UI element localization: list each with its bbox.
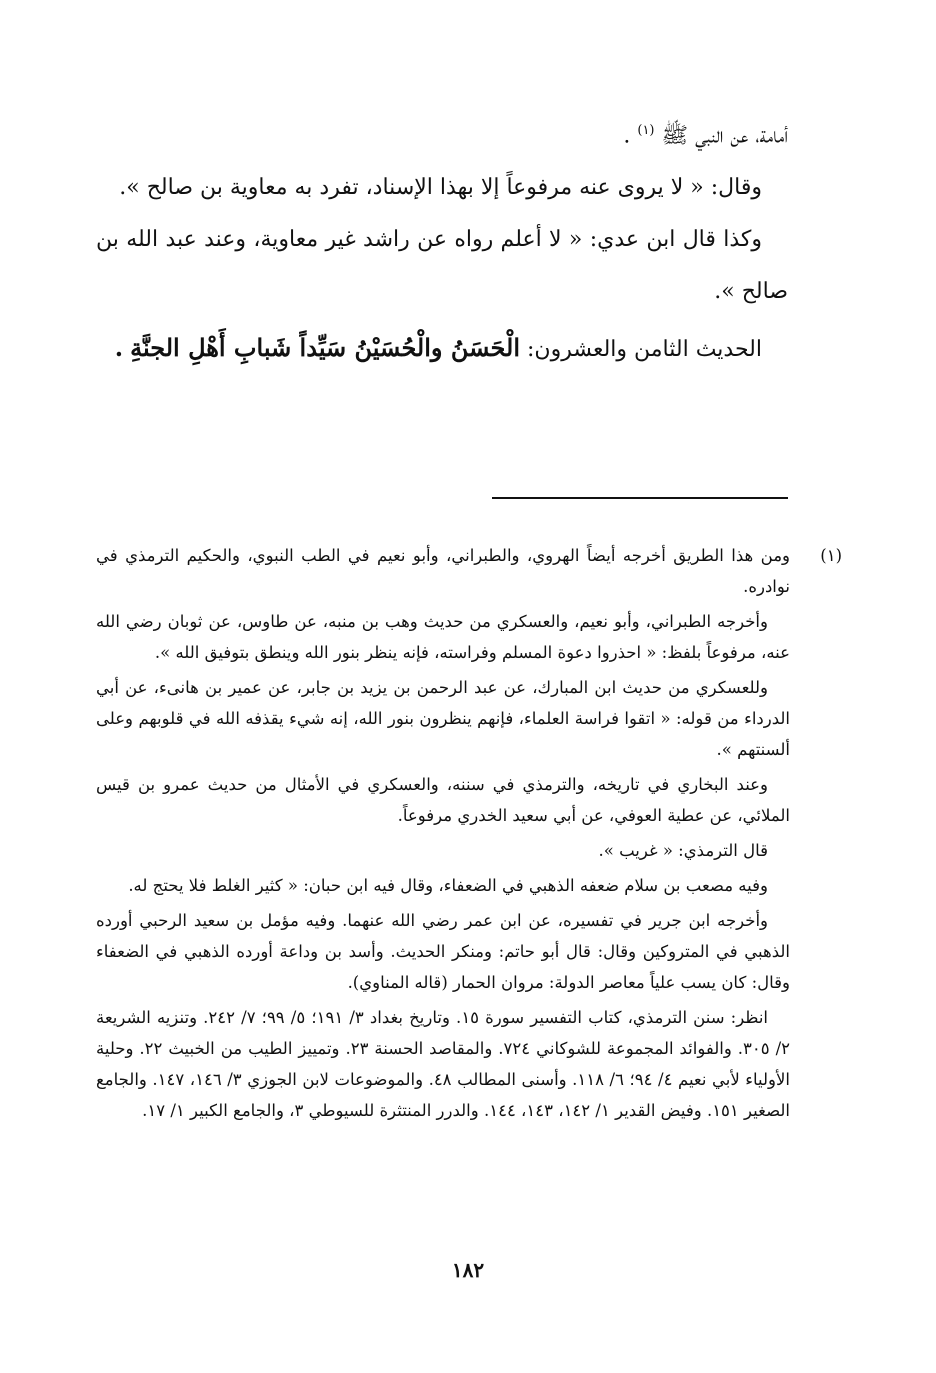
footnote-paragraph-3: وللعسكري من حديث ابن المبارك، عن عبد الرحمن بن يزيد بن جابر، عن عمير بن هانىء، عن أبي الدرداء من قوله: « اتقوا فراسة العلماء، فإنهم ينظرون بنور الله، إنه شيء يقذفه الله في قلوبهم وعلى ألسنتهم ». — [96, 678, 790, 759]
footnote-paragraph-7: وأخرجه ابن جرير في تفسيره، عن ابن عمر رضي الله عنهما. وفيه مؤمل بن سعيد الرحبي أورده الذهبي في المتروكين وقال: قال أبو حاتم: ومنكر الحديث. وأسد بن وداعة أورده الذهبي في الضعفاء وقال: كان يسب علياً معاصر الدولة: مروان الحمار (قاله المناوي). — [96, 911, 790, 992]
hadith-title: الْحَسَنُ والْحُسَيْنُ سَيِّداً شَبابِ أَهْلِ الجنَّةِ — [130, 333, 521, 363]
main-paragraph-3: وكذا قال ابن عدي: « لا أعلم رواه عن راشد غير معاوية، وعند عبد الله بن صالح ». — [96, 227, 788, 305]
footnotes-block — [96, 540, 842, 1130]
footnote-number: (١) — [820, 546, 842, 565]
footnote-paragraph-8: انظر: سنن الترمذي، كتاب التفسير سورة ١٥. وتاريخ بغداد ٣/ ١٩١؛ ٥/ ٩٩؛ ٧/ ٢٤٢. وتنزيه الشريعة ٢/ ٣٠٥. والفوائد المجموعة للشوكاني ٧٢٤. والمقاصد الحسنة ٢٣. وتمييز الطيب من الخبيث ٢٢. وحلية الأولياء لأبي نعيم ٤/ ٩٤؛ ٦/ ١١٨. وأسنى المطالب ٤٨. والموضوعات لابن الجوزي ٣/ ١٤٦، ١٤٧. والجامع الصغير ١٥١. وفيض القدير ١/ ١٤٢، ١٤٣، ١٤٤. والدرر المنتثرة للسيوطي ٣، والجامع الكبير ١/ ١٧. — [96, 1008, 791, 1120]
footnote-paragraph-2: وأخرجه الطبراني، وأبو نعيم، والعسكري من حديث وهب بن منبه، عن طاوس، عن ثوبان رضي الله عنه، مرفوعاً بلفظ: « احذروا دعوة المسلم وفراسته، فإنه ينظر بنور الله وينطق بتوفيق الله ». — [96, 612, 790, 662]
footnote-separator — [492, 497, 788, 499]
hadith-heading — [96, 322, 788, 376]
page-number: ١٨٢ — [451, 1258, 485, 1282]
footnote-paragraph-4: وعند البخاري في تاريخه، والترمذي في سننه، والعسكري في الأمثال من حديث عمرو بن قيس الملائي، عن عطية العوفي، عن أبي سعيد الخدري مرفوعاً. — [96, 775, 790, 825]
main-paragraph-1 — [96, 105, 788, 162]
main-paragraph-2: وقال: « لا يروى عنه مرفوعاً إلا بهذا الإسناد، تفرد به معاوية بن صالح ». — [119, 175, 762, 201]
main-text-block — [96, 105, 788, 376]
footnote-reference: (١) — [637, 123, 655, 138]
footnote-paragraph-1-text: ومن هذا الطريق أخرجه أيضاً الهروي، والطبراني، وأبو نعيم في الطب النبوي، والحكيم الترمذي في نوادره. — [96, 546, 790, 596]
hadith-intro: الحديث الثامن والعشرون: — [527, 337, 762, 363]
main-paragraph-1-end: . — [623, 123, 631, 149]
footnote-paragraph-1 — [96, 540, 842, 602]
main-paragraph-1-text: أمامة، عن النبي ﷺ — [661, 123, 788, 149]
footnote-paragraph-6: وفيه مصعب بن سلام ضعفه الذهبي في الضعفاء، وقال فيه ابن حبان: « كثير الغلط فلا يحتج له. — [128, 876, 768, 895]
hadith-title-end: . — [114, 333, 124, 363]
footnote-paragraph-5: قال الترمذي: « غريب ». — [598, 841, 768, 860]
